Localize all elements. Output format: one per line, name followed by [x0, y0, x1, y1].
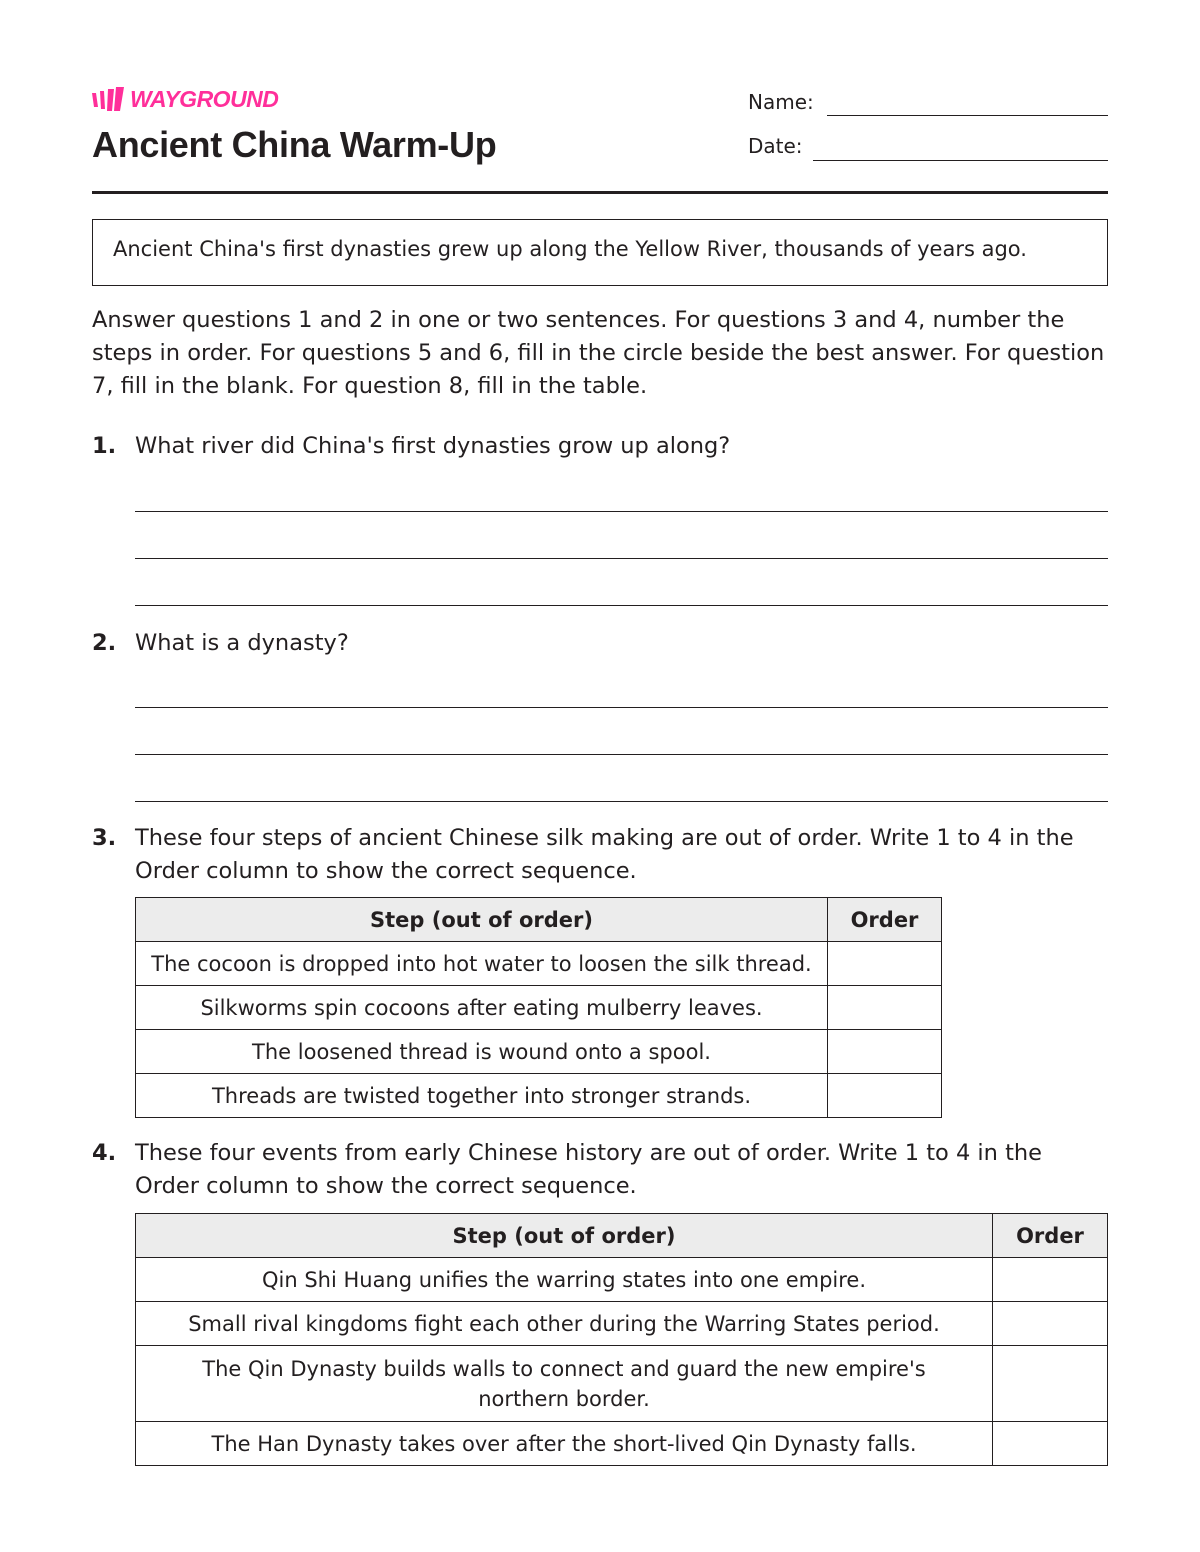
page-title: Ancient China Warm-Up: [92, 124, 497, 165]
step-cell: The Han Dynasty takes over after the short-lived Qin Dynasty falls.: [136, 1422, 993, 1466]
silk-steps-table: [135, 897, 942, 1118]
step-cell: Threads are twisted together into stronger strands.: [136, 1074, 828, 1118]
intro-text: Ancient China's first dynasties grew up along the Yellow River, thousands of years ago.: [113, 237, 1027, 261]
answer-line-1b[interactable]: [135, 558, 1108, 559]
order-cell[interactable]: [828, 942, 942, 986]
step-cell: Small rival kingdoms fight each other during the Warring States period.: [136, 1302, 993, 1346]
brand-logo: [92, 86, 278, 112]
question-number: 2.: [92, 630, 117, 656]
table-row: [136, 1346, 1108, 1422]
question-text: These four steps of ancient Chinese silk making are out of order. Write 1 to 4 in the Order column to show the correct sequence.: [135, 825, 1074, 884]
question-text: These four events from early Chinese history are out of order. Write 1 to 4 in the Order column to show the correct sequence.: [135, 1140, 1042, 1199]
step-cell: The cocoon is dropped into hot water to loosen the silk thread.: [136, 942, 828, 986]
order-cell[interactable]: [828, 1074, 942, 1118]
table-row: [136, 1074, 942, 1118]
order-cell[interactable]: [828, 986, 942, 1030]
wayground-logo-icon: [92, 87, 124, 111]
question-number: 4.: [92, 1140, 117, 1166]
table-row: [136, 986, 942, 1030]
intro-box: [92, 219, 1108, 286]
question-4: [92, 1137, 1108, 1203]
question-number: 3.: [92, 825, 117, 851]
answer-line-2c[interactable]: [135, 801, 1108, 802]
answer-line-1a[interactable]: [135, 511, 1108, 512]
order-cell[interactable]: [828, 1030, 942, 1074]
instructions: Answer questions 1 and 2 in one or two sentences. For questions 3 and 4, number the steps in order. For questions 5 and 6, fill in the circle beside the best answer. For question 7, fill in the blank. For question 8, fill in the table.: [92, 307, 1105, 399]
answer-line-1c[interactable]: [135, 605, 1108, 606]
step-cell: Qin Shi Huang unifies the warring states into one empire.: [136, 1258, 993, 1302]
order-cell[interactable]: [993, 1422, 1108, 1466]
answer-line-2a[interactable]: [135, 707, 1108, 708]
question-1: [92, 430, 1108, 463]
history-events-table: [135, 1213, 1108, 1466]
step-header: Step (out of order): [136, 898, 828, 942]
table-row: [136, 1422, 1108, 1466]
order-cell[interactable]: [993, 1302, 1108, 1346]
step-cell: The Qin Dynasty builds walls to connect and guard the new empire's northern border.: [136, 1346, 993, 1422]
table-row: [136, 942, 942, 986]
question-number: 1.: [92, 433, 117, 459]
order-cell[interactable]: [993, 1258, 1108, 1302]
date-field[interactable]: [813, 160, 1108, 161]
table-row: [136, 1302, 1108, 1346]
table-row: [136, 1258, 1108, 1302]
order-cell[interactable]: [993, 1346, 1108, 1422]
question-text: What is a dynasty?: [135, 630, 349, 656]
step-header: Step (out of order): [136, 1214, 993, 1258]
table-row: [136, 1030, 942, 1074]
question-3: [92, 822, 1108, 888]
order-header: Order: [993, 1214, 1108, 1258]
step-cell: The loosened thread is wound onto a spool.: [136, 1030, 828, 1074]
answer-line-2b[interactable]: [135, 754, 1108, 755]
name-field[interactable]: [827, 115, 1108, 116]
date-label: Date:: [748, 134, 803, 158]
order-header: Order: [828, 898, 942, 942]
header-divider: [92, 191, 1108, 194]
question-2: [92, 627, 1108, 660]
name-label: Name:: [748, 90, 814, 114]
question-text: What river did China's first dynasties grow up along?: [135, 433, 731, 459]
brand-name: WAYGROUND: [130, 85, 279, 112]
step-cell: Silkworms spin cocoons after eating mulberry leaves.: [136, 986, 828, 1030]
